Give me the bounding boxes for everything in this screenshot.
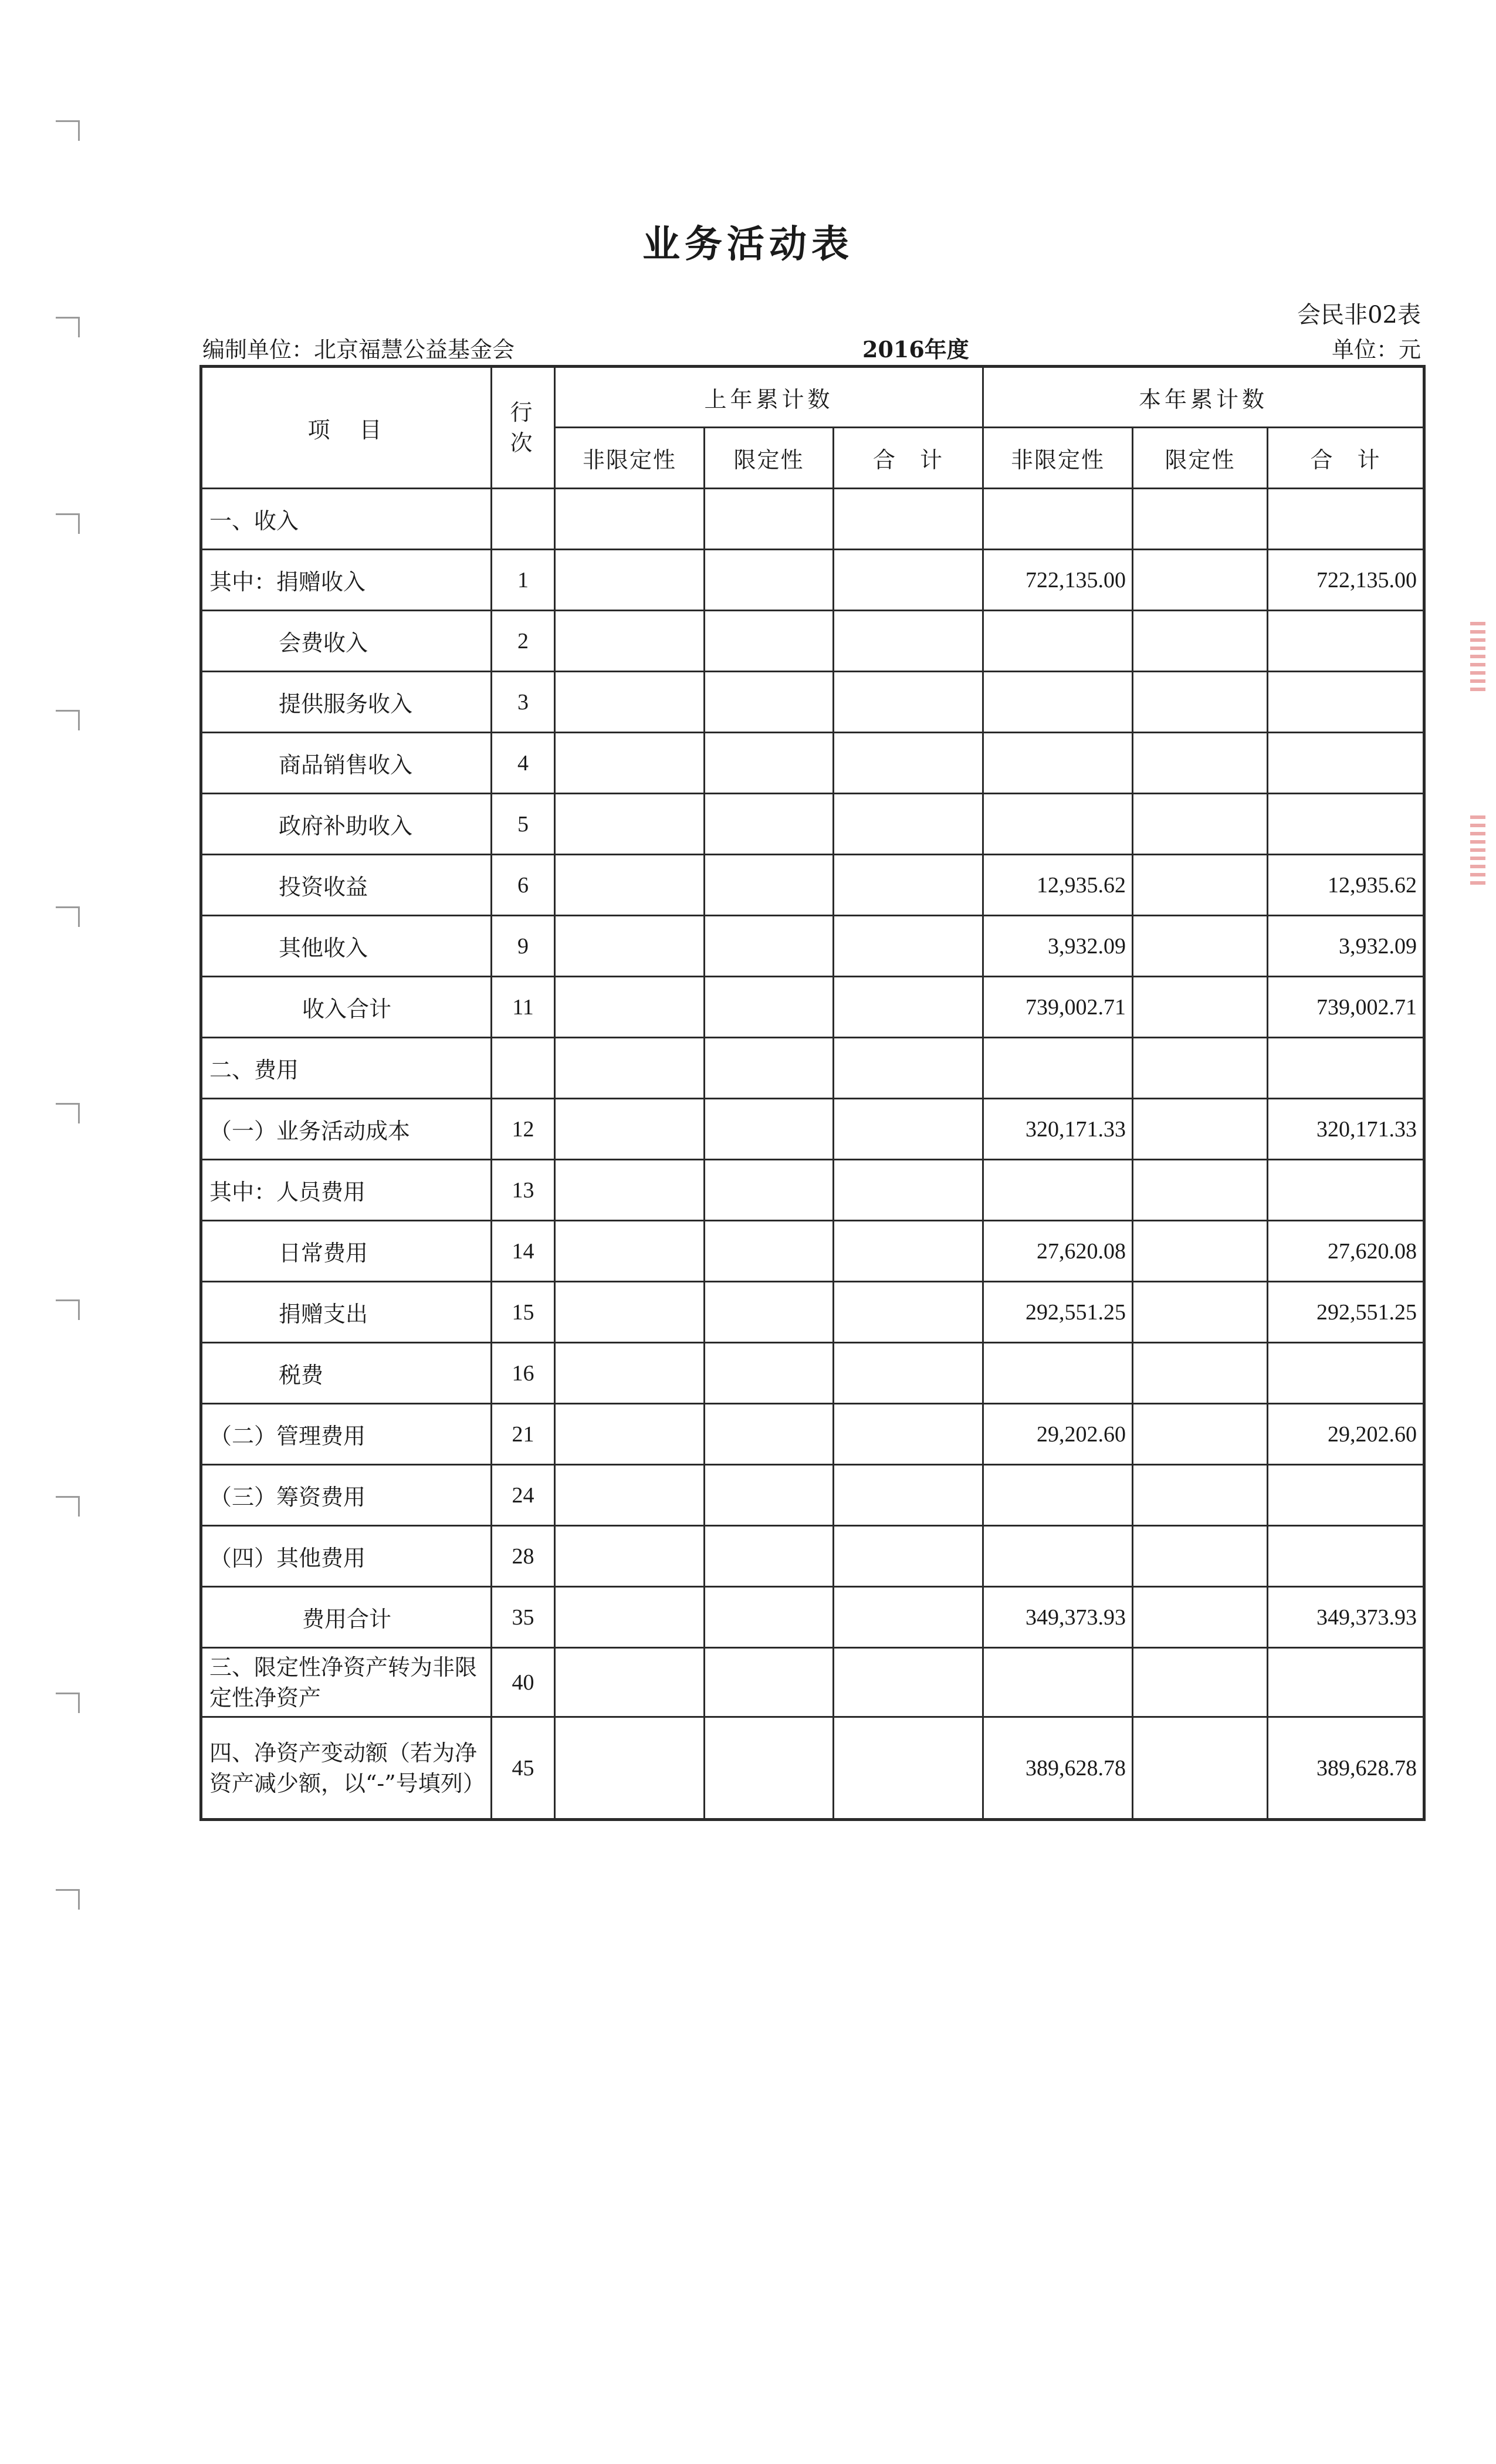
prev-unrestricted-cell bbox=[555, 1160, 705, 1221]
row-label: 其中：捐赠收入 bbox=[201, 550, 492, 611]
curr-unrestricted-cell: 349,373.93 bbox=[983, 1587, 1133, 1648]
header-prev-total: 合 计 bbox=[834, 428, 983, 489]
curr-unrestricted-cell: 739,002.71 bbox=[983, 977, 1133, 1038]
row-number: 14 bbox=[492, 1221, 555, 1282]
prev-total-cell bbox=[834, 1465, 983, 1526]
row-number: 21 bbox=[492, 1404, 555, 1465]
header-prev-restricted: 限定性 bbox=[705, 428, 834, 489]
prev-unrestricted-cell bbox=[555, 733, 705, 794]
table-row bbox=[201, 733, 1424, 794]
prev-total-cell bbox=[834, 1343, 983, 1404]
prev-restricted-cell bbox=[705, 1587, 834, 1648]
header-item: 项 目 bbox=[201, 367, 492, 489]
curr-restricted-cell bbox=[1133, 855, 1268, 916]
prev-unrestricted-cell bbox=[555, 1282, 705, 1343]
binder-hole-mark bbox=[56, 906, 80, 927]
table-row bbox=[201, 1221, 1424, 1282]
prev-unrestricted-cell bbox=[555, 489, 705, 550]
curr-restricted-cell bbox=[1133, 1587, 1268, 1648]
curr-total-cell bbox=[1268, 1038, 1424, 1099]
curr-unrestricted-cell bbox=[983, 1465, 1133, 1526]
curr-unrestricted-cell bbox=[983, 611, 1133, 672]
prev-restricted-cell bbox=[705, 1648, 834, 1717]
row-number: 11 bbox=[492, 977, 555, 1038]
curr-restricted-cell bbox=[1133, 977, 1268, 1038]
row-number: 1 bbox=[492, 550, 555, 611]
row-label: （三）筹资费用 bbox=[201, 1465, 492, 1526]
row-label: 提供服务收入 bbox=[201, 672, 492, 733]
table-row bbox=[201, 977, 1424, 1038]
table-row bbox=[201, 611, 1424, 672]
curr-total-cell: 29,202.60 bbox=[1268, 1404, 1424, 1465]
prev-total-cell bbox=[834, 672, 983, 733]
prev-restricted-cell bbox=[705, 916, 834, 977]
header-row-no: 行次 bbox=[492, 367, 555, 489]
row-label: （二）管理费用 bbox=[201, 1404, 492, 1465]
prev-unrestricted-cell bbox=[555, 916, 705, 977]
activity-statement-table bbox=[199, 365, 1426, 1821]
binder-hole-mark bbox=[56, 1496, 80, 1517]
prev-unrestricted-cell bbox=[555, 1587, 705, 1648]
table-row bbox=[201, 916, 1424, 977]
curr-total-cell bbox=[1268, 1526, 1424, 1587]
table-row bbox=[201, 1282, 1424, 1343]
curr-restricted-cell bbox=[1133, 1099, 1268, 1160]
curr-total-cell: 320,171.33 bbox=[1268, 1099, 1424, 1160]
header-curr-year: 本年累计数 bbox=[983, 367, 1424, 428]
curr-unrestricted-cell: 320,171.33 bbox=[983, 1099, 1133, 1160]
row-label: 一、收入 bbox=[201, 489, 492, 550]
table-row bbox=[201, 1587, 1424, 1648]
prev-restricted-cell bbox=[705, 977, 834, 1038]
prev-unrestricted-cell bbox=[555, 1526, 705, 1587]
header-prev-unrestricted: 非限定性 bbox=[555, 428, 705, 489]
prev-unrestricted-cell bbox=[555, 550, 705, 611]
curr-restricted-cell bbox=[1133, 1343, 1268, 1404]
curr-unrestricted-cell: 27,620.08 bbox=[983, 1221, 1133, 1282]
prev-unrestricted-cell bbox=[555, 794, 705, 855]
curr-restricted-cell bbox=[1133, 1526, 1268, 1587]
curr-restricted-cell bbox=[1133, 1221, 1268, 1282]
prev-unrestricted-cell bbox=[555, 1404, 705, 1465]
prev-restricted-cell bbox=[705, 1404, 834, 1465]
prev-unrestricted-cell bbox=[555, 1717, 705, 1820]
curr-total-cell bbox=[1268, 611, 1424, 672]
header-curr-total: 合 计 bbox=[1268, 428, 1424, 489]
curr-total-cell: 27,620.08 bbox=[1268, 1221, 1424, 1282]
curr-unrestricted-cell: 12,935.62 bbox=[983, 855, 1133, 916]
curr-unrestricted-cell: 292,551.25 bbox=[983, 1282, 1133, 1343]
row-label: 投资收益 bbox=[201, 855, 492, 916]
prev-restricted-cell bbox=[705, 1282, 834, 1343]
curr-unrestricted-cell bbox=[983, 1343, 1133, 1404]
header-prev-year: 上年累计数 bbox=[555, 367, 983, 428]
seal-stamp-edge bbox=[1470, 815, 1485, 886]
table-row bbox=[201, 1526, 1424, 1587]
table-row bbox=[201, 1343, 1424, 1404]
binder-hole-mark bbox=[56, 1693, 80, 1713]
prev-unrestricted-cell bbox=[555, 1038, 705, 1099]
row-label: 日常费用 bbox=[201, 1221, 492, 1282]
prev-restricted-cell bbox=[705, 1526, 834, 1587]
prev-total-cell bbox=[834, 1038, 983, 1099]
curr-unrestricted-cell bbox=[983, 1038, 1133, 1099]
binder-hole-mark bbox=[56, 317, 80, 337]
prev-total-cell bbox=[834, 977, 983, 1038]
row-label: 四、净资产变动额（若为净资产减少额，以“-”号填列） bbox=[201, 1717, 492, 1820]
prev-unrestricted-cell bbox=[555, 1221, 705, 1282]
curr-unrestricted-cell bbox=[983, 733, 1133, 794]
curr-total-cell bbox=[1268, 489, 1424, 550]
prev-total-cell bbox=[834, 733, 983, 794]
fiscal-year-label: 2016年度 bbox=[862, 336, 969, 363]
prev-total-cell bbox=[834, 550, 983, 611]
prev-restricted-cell bbox=[705, 1343, 834, 1404]
prev-unrestricted-cell bbox=[555, 672, 705, 733]
prev-restricted-cell bbox=[705, 1099, 834, 1160]
binder-hole-mark bbox=[56, 513, 80, 534]
row-label: 费用合计 bbox=[201, 1587, 492, 1648]
row-number: 3 bbox=[492, 672, 555, 733]
curr-total-cell: 739,002.71 bbox=[1268, 977, 1424, 1038]
row-label: 税费 bbox=[201, 1343, 492, 1404]
curr-unrestricted-cell bbox=[983, 794, 1133, 855]
curr-total-cell bbox=[1268, 1648, 1424, 1717]
curr-restricted-cell bbox=[1133, 1465, 1268, 1526]
curr-total-cell bbox=[1268, 794, 1424, 855]
row-number: 5 bbox=[492, 794, 555, 855]
prev-restricted-cell bbox=[705, 733, 834, 794]
prev-total-cell bbox=[834, 1282, 983, 1343]
row-label: （一）业务活动成本 bbox=[201, 1099, 492, 1160]
curr-restricted-cell bbox=[1133, 672, 1268, 733]
curr-restricted-cell bbox=[1133, 1648, 1268, 1717]
prev-unrestricted-cell bbox=[555, 611, 705, 672]
prev-total-cell bbox=[834, 1099, 983, 1160]
row-number bbox=[492, 489, 555, 550]
header-curr-restricted: 限定性 bbox=[1133, 428, 1268, 489]
curr-total-cell: 3,932.09 bbox=[1268, 916, 1424, 977]
prev-restricted-cell bbox=[705, 672, 834, 733]
prev-total-cell bbox=[834, 489, 983, 550]
curr-total-cell: 389,628.78 bbox=[1268, 1717, 1424, 1820]
row-number: 28 bbox=[492, 1526, 555, 1587]
prev-restricted-cell bbox=[705, 489, 834, 550]
binder-hole-mark bbox=[56, 1103, 80, 1123]
prev-total-cell bbox=[834, 1587, 983, 1648]
curr-unrestricted-cell bbox=[983, 672, 1133, 733]
prev-unrestricted-cell bbox=[555, 1465, 705, 1526]
curr-total-cell: 12,935.62 bbox=[1268, 855, 1424, 916]
header-curr-unrestricted: 非限定性 bbox=[983, 428, 1133, 489]
table-row bbox=[201, 1099, 1424, 1160]
curr-unrestricted-cell: 3,932.09 bbox=[983, 916, 1133, 977]
curr-total-cell bbox=[1268, 1160, 1424, 1221]
row-label: 三、限定性净资产转为非限定性净资产 bbox=[201, 1648, 492, 1717]
row-number: 6 bbox=[492, 855, 555, 916]
row-number: 35 bbox=[492, 1587, 555, 1648]
curr-total-cell bbox=[1268, 672, 1424, 733]
prev-total-cell bbox=[834, 611, 983, 672]
form-code: 会民非02表 bbox=[1297, 302, 1421, 329]
prev-total-cell bbox=[834, 1160, 983, 1221]
row-number: 4 bbox=[492, 733, 555, 794]
prev-restricted-cell bbox=[705, 611, 834, 672]
prev-total-cell bbox=[834, 1526, 983, 1587]
row-label: 其中：人员费用 bbox=[201, 1160, 492, 1221]
curr-restricted-cell bbox=[1133, 1717, 1268, 1820]
row-number: 24 bbox=[492, 1465, 555, 1526]
prev-total-cell bbox=[834, 855, 983, 916]
prev-total-cell bbox=[834, 1717, 983, 1820]
row-number: 16 bbox=[492, 1343, 555, 1404]
row-number: 13 bbox=[492, 1160, 555, 1221]
prev-restricted-cell bbox=[705, 1160, 834, 1221]
organization-label: 编制单位：北京福慧公益基金会 bbox=[202, 337, 515, 363]
curr-restricted-cell bbox=[1133, 1038, 1268, 1099]
prev-total-cell bbox=[834, 1648, 983, 1717]
curr-unrestricted-cell bbox=[983, 489, 1133, 550]
row-number: 9 bbox=[492, 916, 555, 977]
curr-restricted-cell bbox=[1133, 1282, 1268, 1343]
curr-restricted-cell bbox=[1133, 611, 1268, 672]
seal-stamp-edge bbox=[1470, 622, 1485, 692]
prev-unrestricted-cell bbox=[555, 977, 705, 1038]
prev-restricted-cell bbox=[705, 794, 834, 855]
row-label: 收入合计 bbox=[201, 977, 492, 1038]
table-row bbox=[201, 489, 1424, 550]
curr-unrestricted-cell: 722,135.00 bbox=[983, 550, 1133, 611]
prev-restricted-cell bbox=[705, 1038, 834, 1099]
curr-unrestricted-cell: 29,202.60 bbox=[983, 1404, 1133, 1465]
curr-restricted-cell bbox=[1133, 1160, 1268, 1221]
curr-total-cell: 349,373.93 bbox=[1268, 1587, 1424, 1648]
row-label: 其他收入 bbox=[201, 916, 492, 977]
prev-unrestricted-cell bbox=[555, 1648, 705, 1717]
curr-unrestricted-cell bbox=[983, 1648, 1133, 1717]
row-label: 政府补助收入 bbox=[201, 794, 492, 855]
prev-unrestricted-cell bbox=[555, 1343, 705, 1404]
table-row bbox=[201, 855, 1424, 916]
table-row bbox=[201, 1404, 1424, 1465]
currency-unit-label: 单位：元 bbox=[1331, 337, 1421, 363]
curr-restricted-cell bbox=[1133, 916, 1268, 977]
prev-total-cell bbox=[834, 794, 983, 855]
binder-hole-mark bbox=[56, 1299, 80, 1320]
curr-unrestricted-cell bbox=[983, 1160, 1133, 1221]
row-number: 2 bbox=[492, 611, 555, 672]
table-row bbox=[201, 550, 1424, 611]
prev-total-cell bbox=[834, 1404, 983, 1465]
row-label: 商品销售收入 bbox=[201, 733, 492, 794]
table-row bbox=[201, 1717, 1424, 1820]
curr-total-cell bbox=[1268, 733, 1424, 794]
prev-restricted-cell bbox=[705, 1717, 834, 1820]
table-row bbox=[201, 794, 1424, 855]
document-title: 业务活动表 bbox=[642, 222, 854, 266]
table-row bbox=[201, 1038, 1424, 1099]
prev-restricted-cell bbox=[705, 1221, 834, 1282]
binder-hole-mark bbox=[56, 710, 80, 730]
curr-restricted-cell bbox=[1133, 550, 1268, 611]
curr-restricted-cell bbox=[1133, 1404, 1268, 1465]
curr-unrestricted-cell: 389,628.78 bbox=[983, 1717, 1133, 1820]
row-label: （四）其他费用 bbox=[201, 1526, 492, 1587]
table-row bbox=[201, 1465, 1424, 1526]
prev-total-cell bbox=[834, 916, 983, 977]
curr-unrestricted-cell bbox=[983, 1526, 1133, 1587]
binder-hole-mark bbox=[56, 120, 80, 141]
curr-total-cell: 722,135.00 bbox=[1268, 550, 1424, 611]
prev-unrestricted-cell bbox=[555, 1099, 705, 1160]
row-number: 45 bbox=[492, 1717, 555, 1820]
row-label: 二、费用 bbox=[201, 1038, 492, 1099]
table-row bbox=[201, 1160, 1424, 1221]
row-number: 15 bbox=[492, 1282, 555, 1343]
curr-total-cell bbox=[1268, 1465, 1424, 1526]
row-label: 捐赠支出 bbox=[201, 1282, 492, 1343]
prev-restricted-cell bbox=[705, 1465, 834, 1526]
curr-restricted-cell bbox=[1133, 489, 1268, 550]
prev-unrestricted-cell bbox=[555, 855, 705, 916]
prev-restricted-cell bbox=[705, 855, 834, 916]
row-number: 12 bbox=[492, 1099, 555, 1160]
curr-total-cell bbox=[1268, 1343, 1424, 1404]
table-row bbox=[201, 672, 1424, 733]
curr-restricted-cell bbox=[1133, 733, 1268, 794]
row-label: 会费收入 bbox=[201, 611, 492, 672]
curr-restricted-cell bbox=[1133, 794, 1268, 855]
prev-total-cell bbox=[834, 1221, 983, 1282]
row-number bbox=[492, 1038, 555, 1099]
table-body bbox=[201, 489, 1424, 1820]
row-number: 40 bbox=[492, 1648, 555, 1717]
curr-total-cell: 292,551.25 bbox=[1268, 1282, 1424, 1343]
binder-hole-mark bbox=[56, 1889, 80, 1910]
prev-restricted-cell bbox=[705, 550, 834, 611]
table-row bbox=[201, 1648, 1424, 1717]
